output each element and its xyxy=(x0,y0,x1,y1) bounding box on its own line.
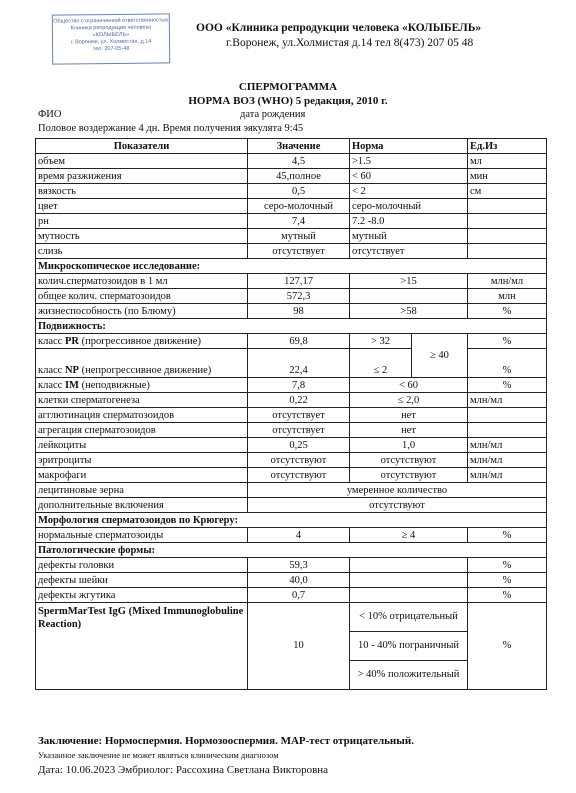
param-unit: млн/мл xyxy=(468,438,547,453)
param-name: объем xyxy=(36,154,248,169)
param-norm xyxy=(350,573,468,588)
param-name: нормальные сперматозоиды xyxy=(36,528,248,543)
param-norm: 7.2 -8.0 xyxy=(350,214,468,229)
document-subtitle: НОРМА ВОЗ (WHO) 5 редакция, 2010 г. xyxy=(188,95,388,107)
param-norm: > 32 xyxy=(350,334,412,349)
param-unit: млн xyxy=(468,289,547,304)
param-name: дефекты шейки xyxy=(36,573,248,588)
param-norm: серо-молочный xyxy=(350,199,468,214)
conclusion: Заключение: Нормоспермия. Нормозооспермия. МАР-тест отрицательный. xyxy=(38,735,414,747)
section-row xyxy=(36,513,547,528)
param-name: жизнеспособность (по Блюму) xyxy=(36,304,248,319)
table-row xyxy=(36,573,547,588)
table-row xyxy=(36,588,547,603)
param-norm: ≤ 2,0 xyxy=(350,393,468,408)
table-row xyxy=(36,184,547,199)
param-norm: < 2 xyxy=(350,184,468,199)
param-norm: нет xyxy=(350,423,468,438)
param-value: 22,4 xyxy=(248,349,350,378)
param-name: эритроциты xyxy=(36,453,248,468)
table-row xyxy=(36,423,547,438)
param-name: рн xyxy=(36,214,248,229)
dob-label: дата рождения xyxy=(240,109,306,120)
param-name: колич.сперматозоидов в 1 мл xyxy=(36,274,248,289)
param-name: класс NP (непрогрессивное движение) xyxy=(36,349,248,378)
param-unit: % xyxy=(468,304,547,319)
param-name: время разжижения xyxy=(36,169,248,184)
param-unit: % xyxy=(468,334,547,349)
table-row xyxy=(36,199,547,214)
section-title: Патологические формы: xyxy=(36,543,547,558)
mar-test-norm: 10 - 40% пограничный xyxy=(350,632,468,661)
param-norm xyxy=(350,558,468,573)
param-norm: < 60 xyxy=(350,169,468,184)
table-header-row xyxy=(36,139,547,154)
param-unit: % xyxy=(468,349,547,378)
param-value: 0,7 xyxy=(248,588,350,603)
table-row xyxy=(36,349,547,378)
param-value: 127,17 xyxy=(248,274,350,289)
mar-test-label: SpermMarTest IgG (Mixed Immunoglobuline Reaction) xyxy=(36,603,248,690)
param-value: 98 xyxy=(248,304,350,319)
param-norm: отсутствует xyxy=(350,244,468,259)
section-title: Морфология сперматозоидов по Крюгеру: xyxy=(36,513,547,528)
param-unit xyxy=(468,244,547,259)
param-unit xyxy=(468,423,547,438)
clinic-address: г.Воронеж, ул.Холмистая д.14 тел 8(473) 207 05 48 xyxy=(226,37,474,49)
param-norm: >58 xyxy=(350,304,468,319)
param-name: класс PR (прогрессивное движение) xyxy=(36,334,248,349)
fio-label: ФИО xyxy=(38,109,62,120)
param-unit: млн/мл xyxy=(468,393,547,408)
param-unit: млн/мл xyxy=(468,453,547,468)
param-value: 7,4 xyxy=(248,214,350,229)
table-row xyxy=(36,483,547,498)
table-row xyxy=(36,558,547,573)
column-header: Норма xyxy=(350,139,468,154)
param-norm: нет xyxy=(350,408,468,423)
param-unit: млн/мл xyxy=(468,468,547,483)
param-unit: % xyxy=(468,528,547,543)
param-norm: >15 xyxy=(350,274,468,289)
param-norm: >1.5 xyxy=(350,154,468,169)
mar-test-unit: % xyxy=(468,603,547,690)
column-header: Ед.Из xyxy=(468,139,547,154)
stamp-line: тел. 207-05-48 xyxy=(92,45,130,53)
param-norm: ≤ 2 xyxy=(350,349,412,378)
param-norm: отсутствуют xyxy=(350,453,468,468)
param-value: 69,8 xyxy=(248,334,350,349)
param-unit: мин xyxy=(468,169,547,184)
table-row xyxy=(36,289,547,304)
param-value: 4,5 xyxy=(248,154,350,169)
param-name: дефекты головки xyxy=(36,558,248,573)
param-value: 0,22 xyxy=(248,393,350,408)
param-norm: 1,0 xyxy=(350,438,468,453)
param-norm xyxy=(350,289,468,304)
param-norm-total: ≥ 40 xyxy=(412,334,468,378)
param-value: отсутствует xyxy=(248,423,350,438)
param-value: 7,8 xyxy=(248,378,350,393)
param-norm: < 60 xyxy=(350,378,468,393)
table-row xyxy=(36,378,547,393)
param-unit: см xyxy=(468,184,547,199)
param-name: слизь xyxy=(36,244,248,259)
table-row xyxy=(36,438,547,453)
table-row xyxy=(36,393,547,408)
clinic-name: ООО «Клиника репродукции человека «КОЛЫБЕЛЬ» xyxy=(196,22,482,34)
table-row xyxy=(36,169,547,184)
signature-line: Дата: 10.06.2023 Эмбриолог: Рассохина Светлана Викторовна xyxy=(38,764,329,776)
param-unit: млн/мл xyxy=(468,274,547,289)
param-name: цвет xyxy=(36,199,248,214)
mar-test-row xyxy=(36,603,547,632)
clinic-stamp xyxy=(52,13,171,64)
table-row xyxy=(36,453,547,468)
param-name: вязкость xyxy=(36,184,248,199)
mar-test-norm: > 40% положительный xyxy=(350,661,468,690)
param-name: дефекты жгутика xyxy=(36,588,248,603)
table-row xyxy=(36,154,547,169)
param-value: отсутствуют xyxy=(248,453,350,468)
section-row xyxy=(36,319,547,334)
stamp-line: Клиника репродукции человека xyxy=(70,24,152,32)
section-title: Микроскопическое исследование: xyxy=(36,259,547,274)
param-unit: % xyxy=(468,558,547,573)
table-row xyxy=(36,274,547,289)
results-table xyxy=(35,138,547,690)
param-name: мутность xyxy=(36,229,248,244)
param-value: мутный xyxy=(248,229,350,244)
param-norm: отсутствуют xyxy=(350,468,468,483)
param-unit xyxy=(468,199,547,214)
param-name: дополнительные включения xyxy=(36,498,248,513)
section-row xyxy=(36,259,547,274)
mar-test-value: 10 xyxy=(248,603,350,690)
param-value: умеренное количество xyxy=(248,483,547,498)
param-value: серо-молочный xyxy=(248,199,350,214)
param-value: отсутствует xyxy=(248,408,350,423)
table-row xyxy=(36,468,547,483)
param-value: 59,3 xyxy=(248,558,350,573)
param-name: макрофаги xyxy=(36,468,248,483)
param-unit xyxy=(468,214,547,229)
param-value: 572,3 xyxy=(248,289,350,304)
param-unit: % xyxy=(468,573,547,588)
param-unit: % xyxy=(468,588,547,603)
table-row xyxy=(36,334,547,349)
param-value: отсутствуют xyxy=(248,498,547,513)
param-unit: % xyxy=(468,378,547,393)
column-header: Показатели xyxy=(36,139,248,154)
param-name: лейкоциты xyxy=(36,438,248,453)
param-value: 45,полное xyxy=(248,169,350,184)
param-value: 40,0 xyxy=(248,573,350,588)
param-unit xyxy=(468,229,547,244)
table-row xyxy=(36,408,547,423)
param-norm xyxy=(350,588,468,603)
param-norm: мутный xyxy=(350,229,468,244)
abstinence-line: Половое воздержание 4 дн. Время получения эякулята 9:45 xyxy=(38,123,304,134)
document-title: СПЕРМОГРАММА xyxy=(238,81,338,93)
param-name: общее колич. сперматозоидов xyxy=(36,289,248,304)
table-row xyxy=(36,528,547,543)
disclaimer: Указанное заключение не может являться клиническим диагнозом xyxy=(38,750,279,760)
param-value: 4 xyxy=(248,528,350,543)
table-row xyxy=(36,244,547,259)
param-name: агрегация сперматозоидов xyxy=(36,423,248,438)
stamp-line: «КОЛЫБЕЛЬ» xyxy=(92,31,130,39)
param-value: отсутствуют xyxy=(248,468,350,483)
section-row xyxy=(36,543,547,558)
param-value: 0,5 xyxy=(248,184,350,199)
table-row xyxy=(36,214,547,229)
section-title: Подвижность: xyxy=(36,319,547,334)
stamp-line: Общество с ограниченной ответственностью xyxy=(53,17,169,25)
table-row xyxy=(36,304,547,319)
param-name: лецитиновые зерна xyxy=(36,483,248,498)
param-value: 0,25 xyxy=(248,438,350,453)
table-row xyxy=(36,498,547,513)
mar-test-norm: < 10% отрицательный xyxy=(350,603,468,632)
param-name: класс IM (неподвижные) xyxy=(36,378,248,393)
column-header: Значение xyxy=(248,139,350,154)
param-unit xyxy=(468,408,547,423)
table-row xyxy=(36,229,547,244)
param-norm: ≥ 4 xyxy=(350,528,468,543)
param-name: клетки сперматогенеза xyxy=(36,393,248,408)
param-unit: мл xyxy=(468,154,547,169)
stamp-line: г. Воронеж, ул. Холмистая, д.14 xyxy=(70,38,152,46)
param-value: отсутствует xyxy=(248,244,350,259)
param-name: агглютинация сперматозоидов xyxy=(36,408,248,423)
